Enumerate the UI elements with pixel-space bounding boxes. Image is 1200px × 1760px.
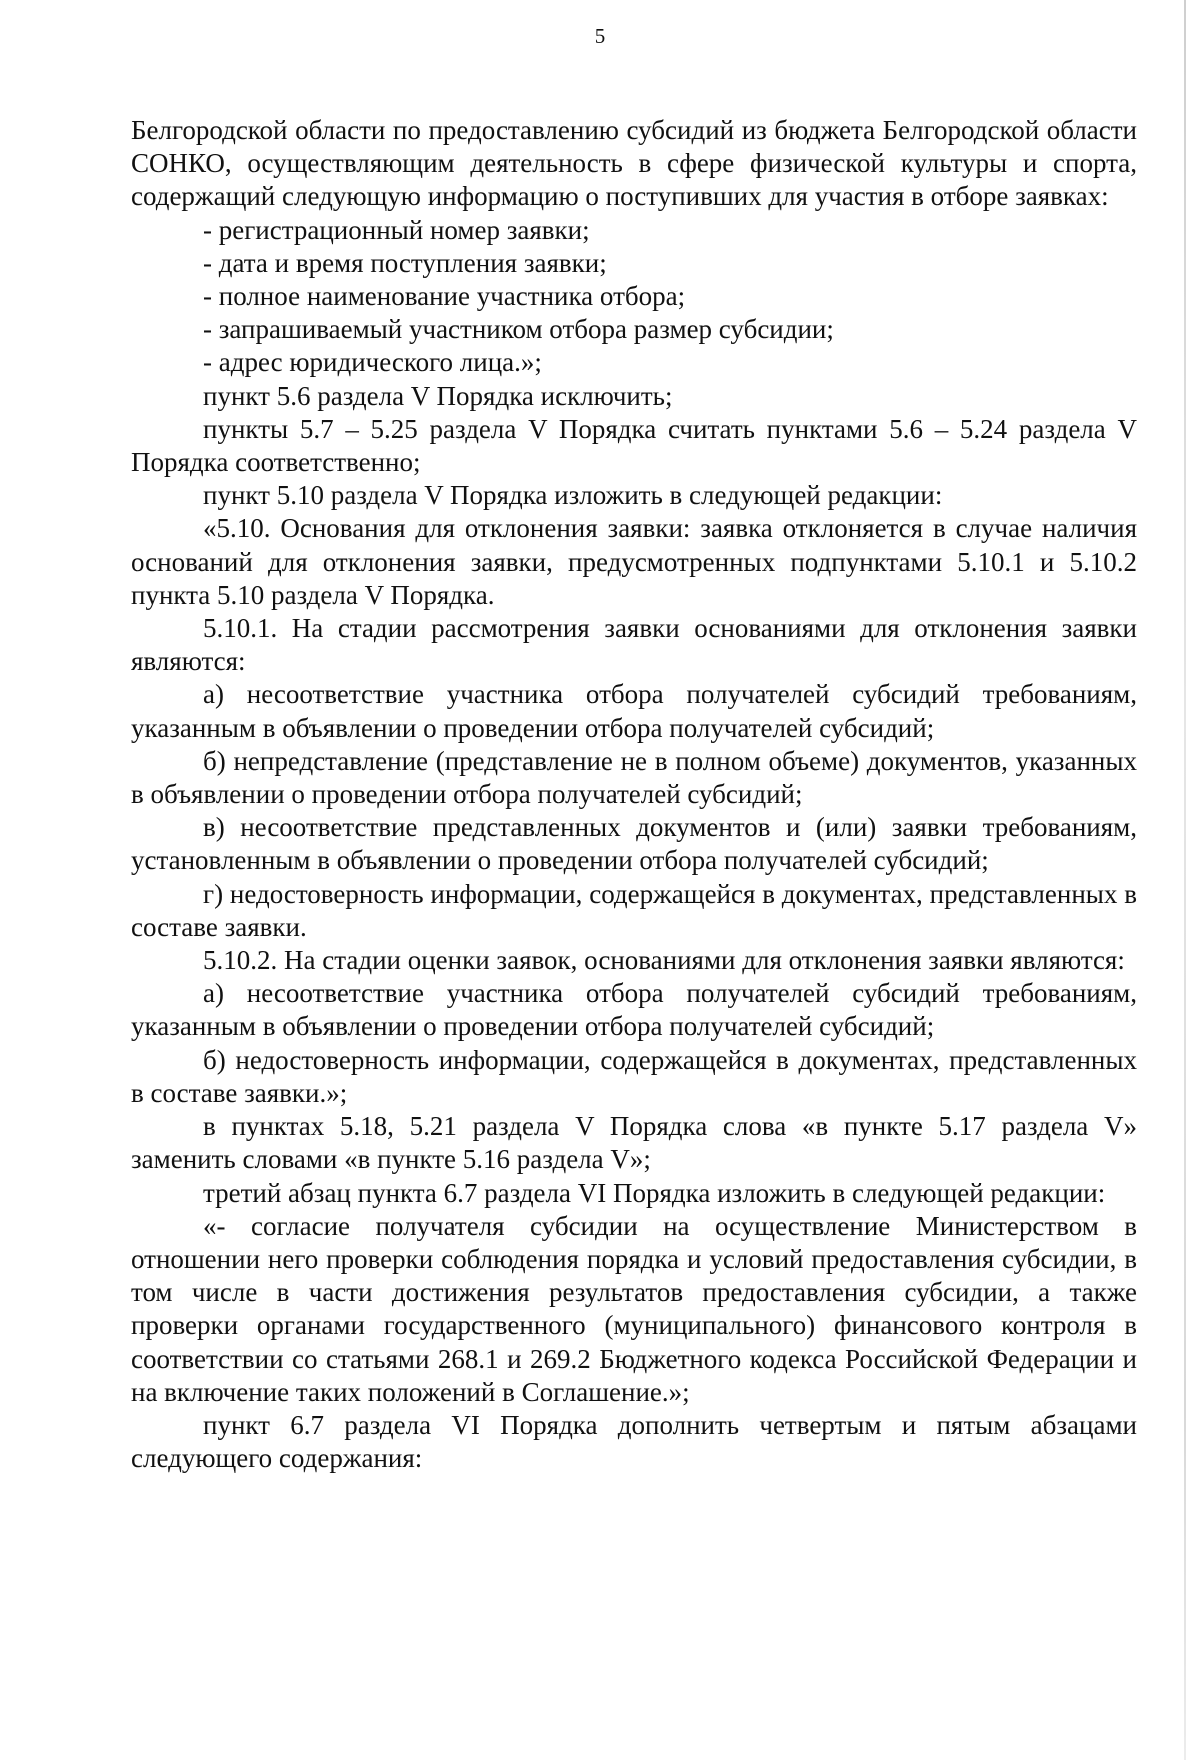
- paragraph-5-10-1-v: в) несоответствие представленных документов и (или) заявки требованиям, установленным в объявлении о проведении отбора получателей субсидий;: [131, 812, 1137, 876]
- paragraph-continuation: Белгородской области по предоставлению субсидий из бюджета Белгородской области СОНКО, осуществляющим деятельность в сфере физической культуры и спорта, содержащий следующую информацию о поступивших для участия в отборе заявках:: [131, 115, 1137, 212]
- list-item-full-name: - полное наименование участника отбора;: [203, 281, 686, 312]
- scan-edge-line: [1184, 0, 1186, 1760]
- paragraph-5-10: «5.10. Основания для отклонения заявки: заявка отклоняется в случае наличия оснований для отклонения заявки, предусмотренных подпунктами 5.10.1 и 5.10.2 пункта 5.10 раздела V Порядка.: [131, 513, 1137, 610]
- list-item-subsidy-amount: - запрашиваемый участником отбора размер субсидии;: [203, 314, 834, 345]
- paragraph-5-10-1: 5.10.1. На стадии рассмотрения заявки основаниями для отклонения заявки являются:: [131, 613, 1137, 677]
- paragraph-5-10-2-b: б) недостоверность информации, содержащейся в документах, представленных в составе заявки.»;: [131, 1044, 1137, 1108]
- paragraph-5-10-2-a: а) несоответствие участника отбора получателей субсидий требованиям, указанным в объявлении о проведении отбора получателей субсидий;: [131, 978, 1137, 1042]
- paragraph-5-10-1-g: г) недостоверность информации, содержащейся в документах, представленных в составе заявки.: [131, 878, 1137, 942]
- paragraph-5-18-5-21: в пунктах 5.18, 5.21 раздела V Порядка слова «в пункте 5.17 раздела V» заменить словами «в пункте 5.16 раздела V»;: [131, 1111, 1137, 1175]
- list-item-legal-address: - адрес юридического лица.»;: [203, 347, 542, 378]
- paragraph-5-10-intro: пункт 5.10 раздела V Порядка изложить в следующей редакции:: [203, 480, 943, 511]
- paragraph-renumber: пункты 5.7 – 5.25 раздела V Порядка считать пунктами 5.6 – 5.24 раздела V Порядка соответственно;: [131, 413, 1137, 478]
- page-number: 5: [594, 24, 606, 48]
- list-item-date-time: - дата и время поступления заявки;: [203, 247, 607, 278]
- paragraph-5-10-2: 5.10.2. На стадии оценки заявок, основаниями для отклонения заявки являются:: [203, 945, 1125, 976]
- document-body: [131, 114, 1137, 1475]
- list-item-registration-number: - регистрационный номер заявки;: [203, 214, 590, 245]
- paragraph-5-10-1-b: б) непредставление (представление не в полном объеме) документов, указанных в объявлении о проведении отбора получателей субсидий;: [131, 745, 1137, 810]
- paragraph-6-7-third: третий абзац пункта 6.7 раздела VI Порядка изложить в следующей редакции:: [203, 1177, 1106, 1208]
- paragraph-6-7-addition: пункт 6.7 раздела VI Порядка дополнить четвертым и пятым абзацами следующего содержания:: [131, 1409, 1137, 1474]
- paragraph-6-7-consent: «- согласие получателя субсидии на осуществление Министерством в отношении него проверки соблюдения порядка и условий предоставления субсидии, в том числе в части достижения результатов предоставления субсидии, а также проверки органами государственного (муниципального) финансового контроля в соответствии со статьями 268.1 и 269.2 Бюджетного кодекса Российской Федерации и на включение таких положений в Соглашение.»;: [131, 1210, 1137, 1407]
- paragraph-5-10-1-a: а) несоответствие участника отбора получателей субсидий требованиям, указанным в объявлении о проведении отбора получателей субсидий;: [131, 679, 1137, 743]
- paragraph-5-6-exclude: пункт 5.6 раздела V Порядка исключить;: [203, 380, 673, 411]
